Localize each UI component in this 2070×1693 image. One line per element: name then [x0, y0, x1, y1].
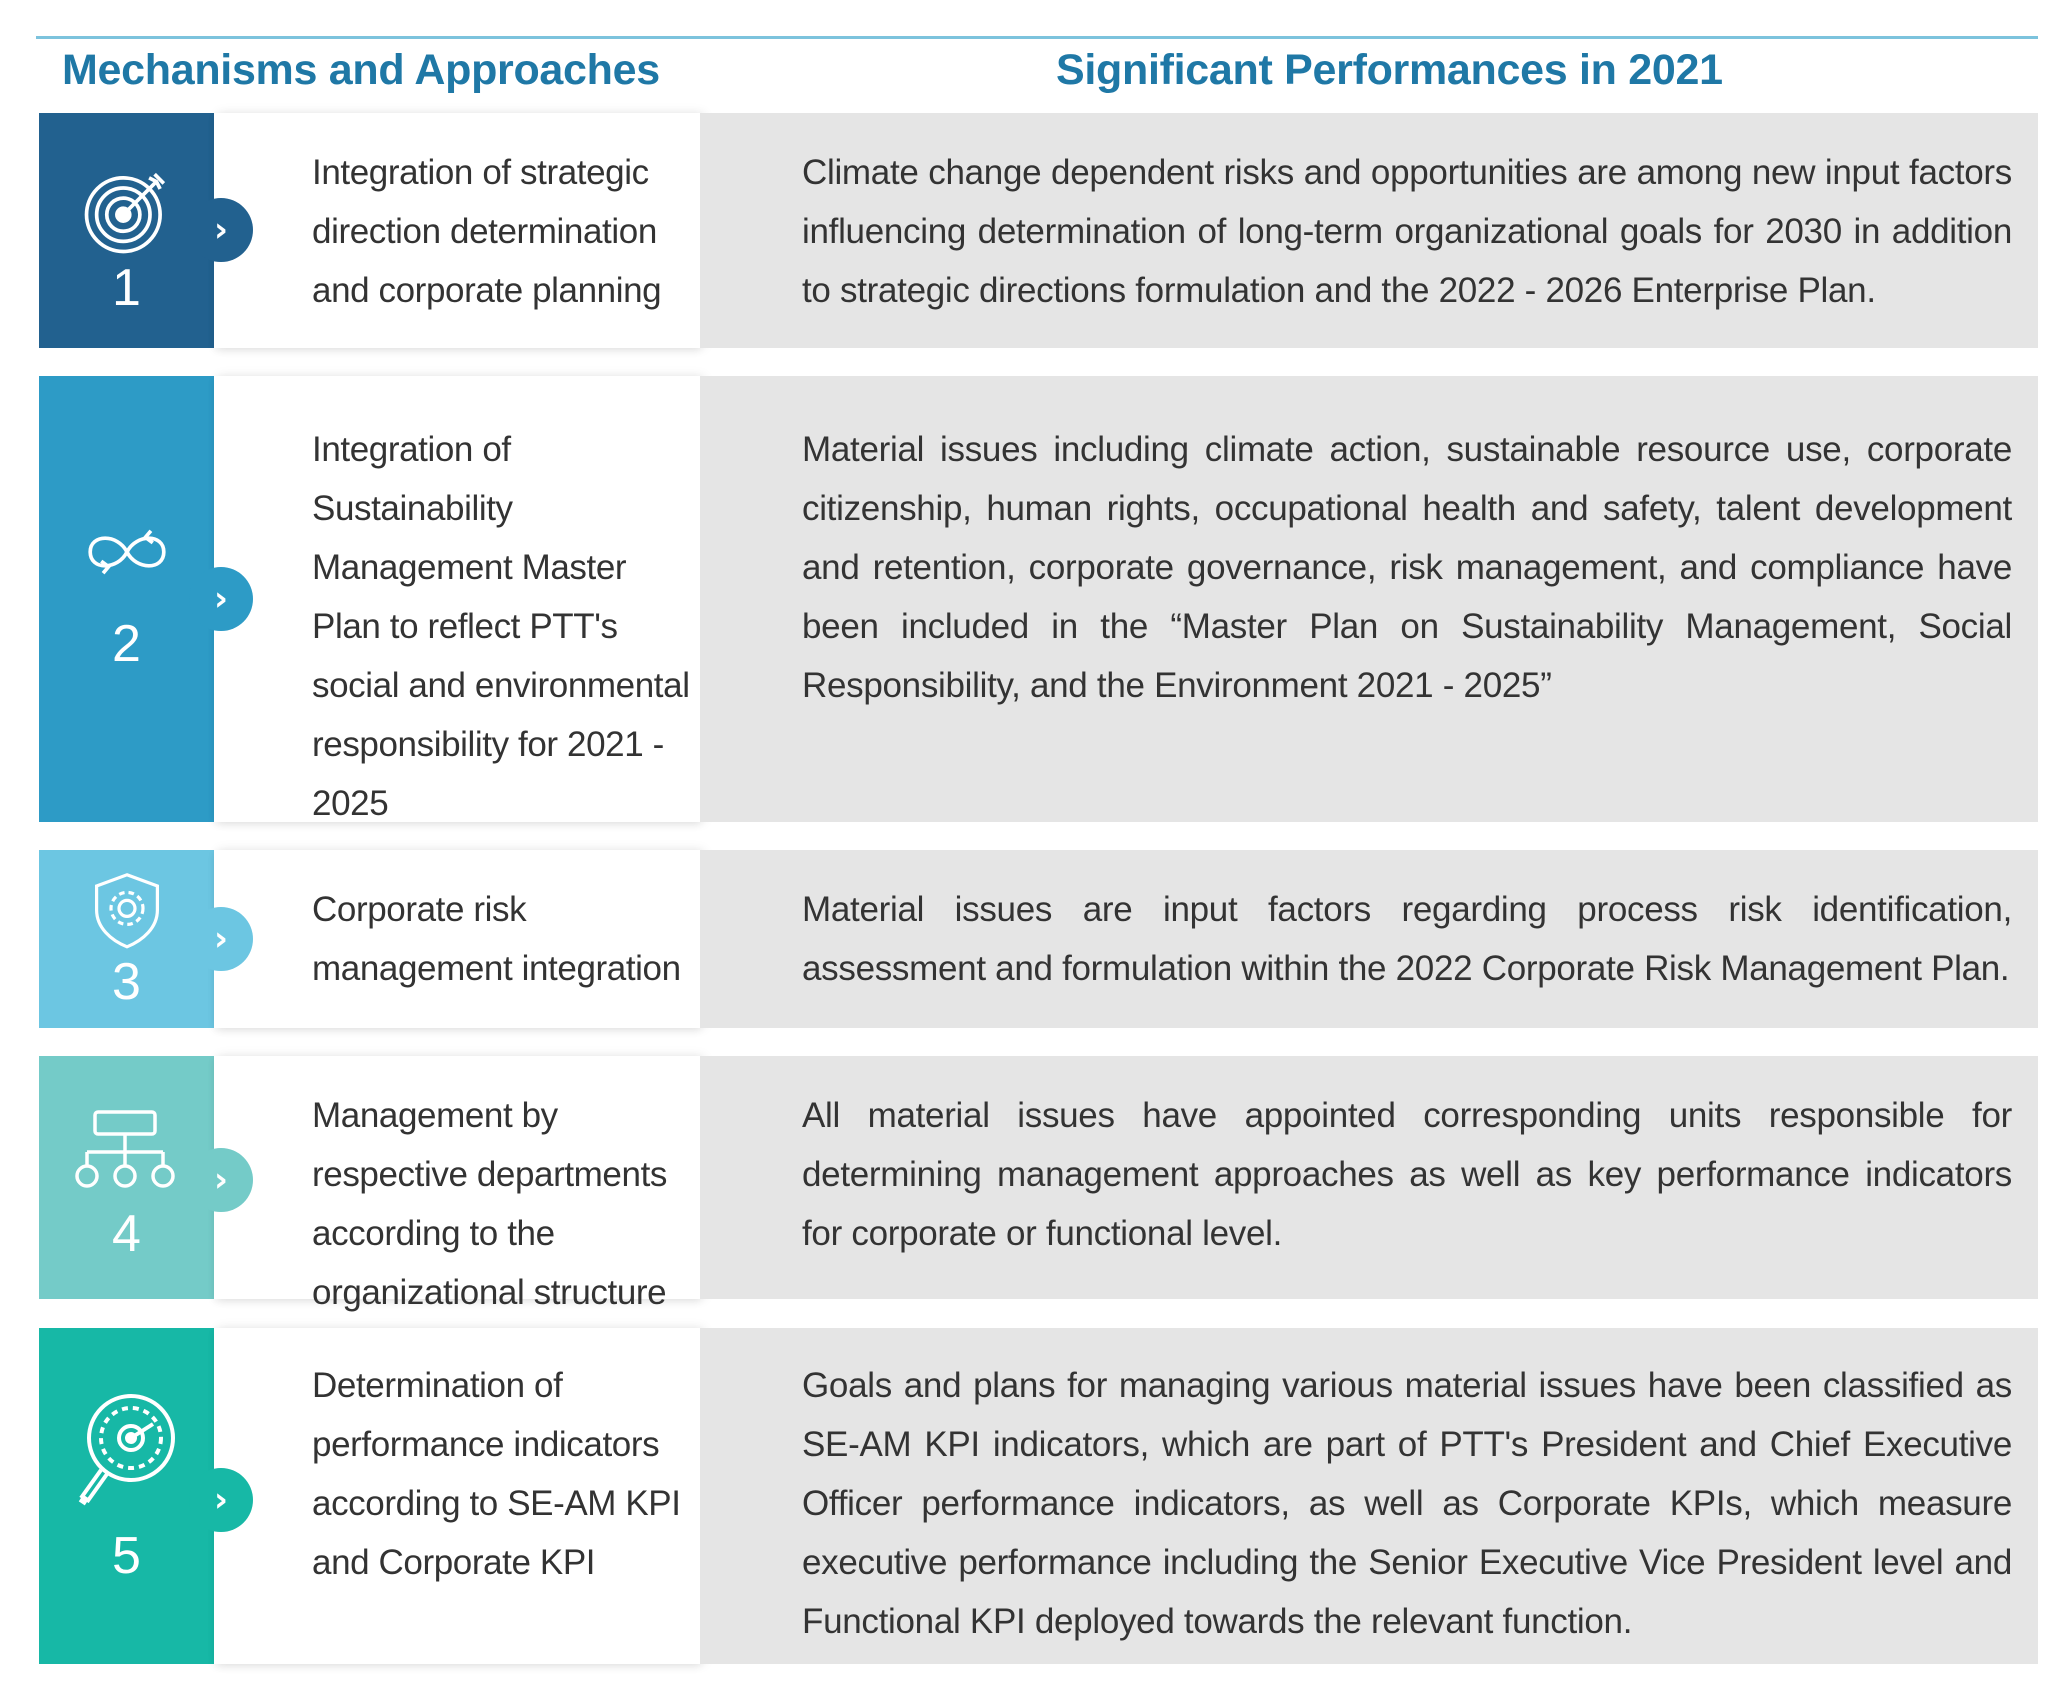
row-number-block	[39, 1056, 214, 1299]
table-row	[39, 376, 2038, 822]
row-number: 2	[112, 615, 141, 673]
row-number: 5	[112, 1527, 141, 1585]
chevron-right-icon: ›	[189, 198, 253, 262]
mechanism-cell	[214, 850, 700, 1028]
row-number: 1	[112, 259, 141, 317]
row-number: 3	[112, 953, 141, 1011]
performance-cell	[700, 850, 2038, 1028]
mechanism-text: Determination of performance indicators according to SE-AM KPI and Corporate KPI	[312, 1366, 681, 1582]
header-divider	[36, 36, 2038, 39]
performance-cell	[700, 1056, 2038, 1299]
table-row	[39, 1328, 2038, 1664]
column-header-performances: Significant Performances in 2021	[1056, 46, 1723, 94]
mechanism-text: Integration of strategic direction determination and corporate planning	[312, 153, 662, 310]
table-row	[39, 113, 2038, 348]
row-number-block	[39, 113, 214, 348]
chevron-right-icon: ›	[189, 1148, 253, 1212]
chevron-right-icon: ›	[189, 1468, 253, 1532]
row-number-block	[39, 1328, 214, 1664]
performance-text: Goals and plans for managing various material issues have been classified as SE-AM KPI indicators, which are part of PTT's President and Chief Executive Officer performance indicators, as well as Corporate KPIs, which measure executive performance including the Senior Executive Vice President level and Functional KPI deployed towards the relevant function.	[802, 1366, 2012, 1641]
org-chart-icon	[69, 1108, 181, 1192]
mechanism-text: Corporate risk management integration	[312, 890, 681, 988]
mechanism-cell	[214, 1056, 700, 1312]
chevron-right-icon: ›	[189, 567, 253, 631]
shield-gear-icon	[87, 870, 167, 950]
column-header-mechanisms: Mechanisms and Approaches	[62, 46, 660, 94]
row-number-block	[39, 850, 214, 1028]
chevron-right-icon: ›	[189, 907, 253, 971]
table-row	[39, 850, 2038, 1028]
performance-text: All material issues have appointed corresponding units responsible for determining management approaches as well as key performance indicators for corporate or functional level.	[802, 1096, 2012, 1253]
performance-cell	[700, 376, 2038, 822]
row-number: 4	[112, 1205, 141, 1263]
performance-text: Material issues including climate action, sustainable resource use, corporate citizenship, human rights, occupational health and safety, talent development and retention, corporate governance, risk management, and compliance have been included in the “Master Plan on Sustainability Management, Social Responsibility, and the Environment 2021 - 2025”	[802, 430, 2012, 705]
performance-cell	[700, 113, 2038, 348]
infinity-cycle-icon	[81, 506, 173, 598]
mechanism-cell	[214, 113, 700, 348]
row-number-block	[39, 376, 214, 822]
mechanism-text: Integration of Sustainability Management Master Plan to reflect PTT's social and environmental responsibility for 2021 - 2025	[312, 430, 690, 823]
mechanism-cell	[214, 376, 700, 822]
mechanism-text: Management by respective departments according to the organizational structure	[312, 1096, 667, 1312]
table-row	[39, 1056, 2038, 1312]
target-icon	[81, 165, 173, 257]
performance-text: Material issues are input factors regarding process risk identification, assessment and formulation within the 2022 Corporate Risk Management Plan.	[802, 890, 2012, 988]
performance-text: Climate change dependent risks and opportunities are among new input factors influencing determination of long-term organizational goals for 2030 in addition to strategic directions formulation and the 2022 - 2026 Enterprise Plan.	[802, 153, 2012, 310]
mechanism-cell	[214, 1328, 700, 1664]
magnifier-gauge-icon	[69, 1388, 179, 1518]
performance-cell	[700, 1328, 2038, 1664]
